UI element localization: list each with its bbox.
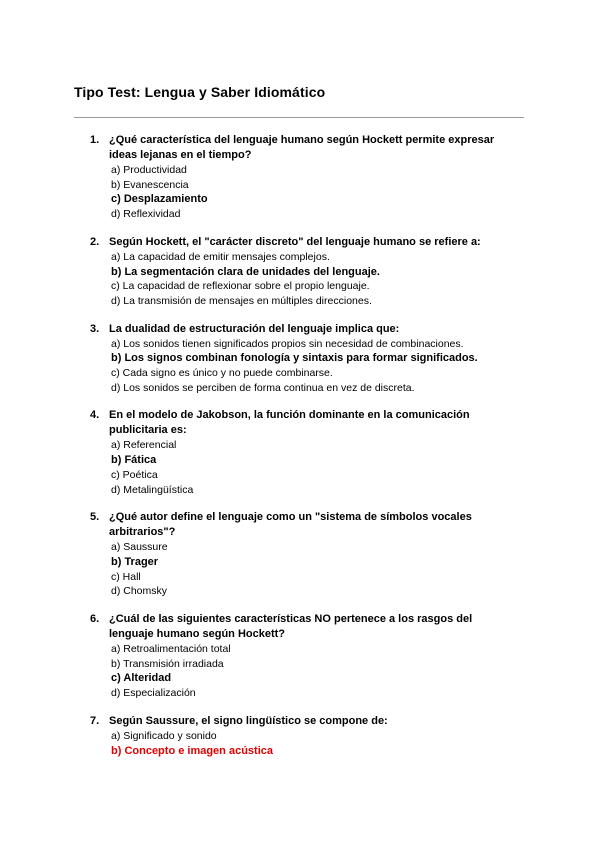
question-text: En el modelo de Jakobson, la función dominante en la comunicación publicitaria es: <box>109 409 470 437</box>
question-number: 2. <box>90 235 100 248</box>
answer-option: a) Referencial <box>111 439 177 452</box>
answer-option: c) Cada signo es único y no puede combinarse. <box>111 367 333 380</box>
question-text: ¿Cuál de las siguientes características NO pertenece a los rasgos del lenguaje humano según Hockett? <box>109 613 473 641</box>
question-list <box>0 133 600 771</box>
answer-option: d) La transmisión de mensajes en múltiples direcciones. <box>111 294 372 307</box>
question-number: 4. <box>90 409 100 422</box>
question-number: 7. <box>90 714 100 727</box>
question-item <box>0 612 504 701</box>
answer-option: d) Especialización <box>111 687 196 700</box>
answer-option-correct: b) Fática <box>111 454 157 467</box>
answer-option: a) La capacidad de emitir mensajes complejos. <box>111 250 330 263</box>
question-number: 6. <box>90 613 100 626</box>
question-item <box>0 714 504 758</box>
answer-option: d) Los sonidos se perciben de forma continua en vez de discreta. <box>111 381 415 394</box>
answer-option: b) Evanescencia <box>111 178 189 191</box>
answer-option-correct: b) La segmentación clara de unidades del lenguaje. <box>111 265 380 278</box>
answer-option-correct: b) Concepto e imagen acústica <box>111 744 273 757</box>
answer-option: c) Poética <box>111 468 158 481</box>
question-text: La dualidad de estructuración del lenguaje implica que: <box>109 322 400 335</box>
question-number: 1. <box>90 134 100 146</box>
title-divider <box>74 117 524 118</box>
answer-option: c) La capacidad de reflexionar sobre el propio lenguaje. <box>111 280 370 293</box>
answer-option: d) Metalingüística <box>111 483 194 496</box>
question-item <box>0 322 504 396</box>
answer-option: a) Saussure <box>111 541 168 554</box>
question-item <box>0 408 504 497</box>
answer-option-correct: b) Los signos combinan fonología y sintaxis para formar significados. <box>111 352 478 365</box>
answer-option-correct: b) Trager <box>111 555 159 568</box>
question-item <box>0 133 504 222</box>
question-number: 3. <box>90 322 100 335</box>
answer-option-correct: c) Desplazamiento <box>111 193 208 206</box>
answer-option: c) Hall <box>111 570 141 583</box>
question-item <box>0 235 504 309</box>
answer-option: a) Productividad <box>111 164 187 176</box>
answer-option: a) Los sonidos tienen significados propios sin necesidad de combinaciones. <box>111 337 464 350</box>
question-number: 5. <box>90 511 100 524</box>
answer-option-correct: c) Alteridad <box>111 672 172 685</box>
answer-option: d) Reflexividad <box>111 208 181 221</box>
page-title: Tipo Test: Lengua y Saber Idiomático <box>74 84 326 100</box>
question-text: Según Hockett, el "carácter discreto" del lenguaje humano se refiere a: <box>109 235 481 248</box>
answer-option: b) Transmisión irradiada <box>111 657 224 670</box>
question-text: ¿Qué característica del lenguaje humano según Hockett permite expresar ideas lejanas en el tiempo? <box>109 134 495 161</box>
question-text: Según Saussure, el signo lingüístico se compone de: <box>109 714 388 727</box>
answer-option: a) Retroalimentación total <box>111 643 231 656</box>
answer-option: a) Significado y sonido <box>111 729 217 742</box>
question-item <box>0 510 504 599</box>
answer-option: d) Chomsky <box>111 585 168 598</box>
question-text: ¿Qué autor define el lenguaje como un "sistema de símbolos vocales arbitrarios"? <box>109 511 472 539</box>
